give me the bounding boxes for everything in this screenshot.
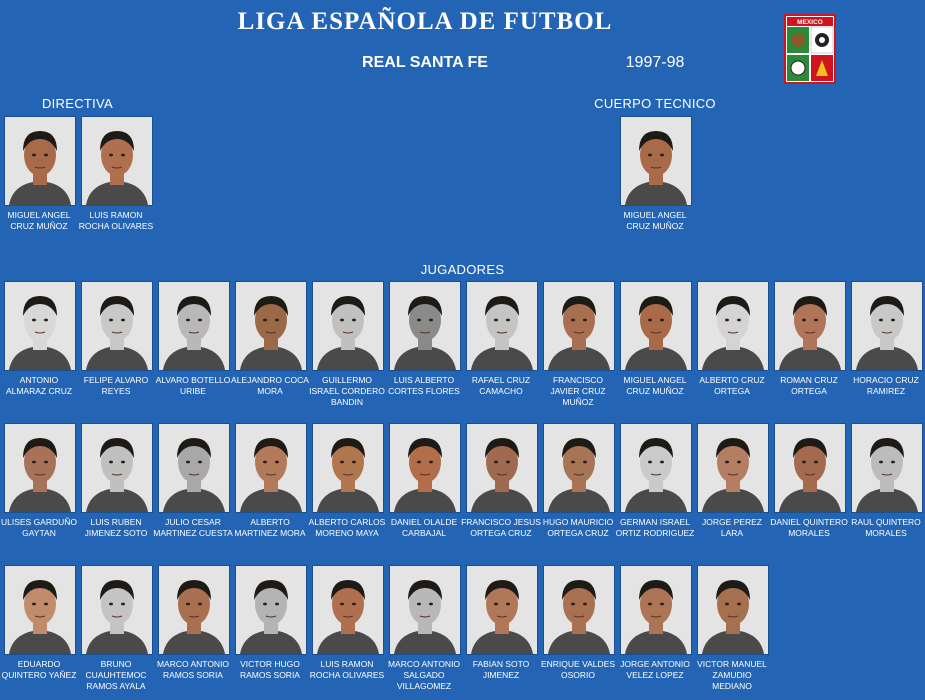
portrait-photo	[620, 281, 692, 371]
player-card[interactable]	[774, 281, 846, 397]
portrait-photo	[81, 116, 153, 206]
player-name: LUIS RUBEN JIMENEZ SOTO	[84, 517, 148, 538]
player-card[interactable]	[81, 281, 153, 397]
player-card[interactable]	[620, 281, 692, 397]
player-name: MARCO ANTONIO SALGADO VILLAGOMEZ	[387, 659, 461, 691]
player-card[interactable]	[770, 423, 848, 539]
portrait-photo	[851, 423, 923, 513]
player-card[interactable]	[466, 565, 538, 681]
portrait-photo	[620, 565, 692, 655]
player-card[interactable]	[543, 281, 615, 408]
player-card[interactable]	[81, 423, 153, 539]
player-name: LUIS RAMON ROCHA OLIVARES	[309, 659, 385, 680]
player-name: MIGUEL ANGEL CRUZ MUÑOZ	[623, 375, 687, 396]
player-name: ANTONIO ALMARAZ CRUZ	[5, 375, 73, 396]
player-card[interactable]	[389, 423, 461, 539]
player-name: DANIEL OLALDE CARBAJAL	[390, 517, 458, 538]
player-name: ALEJANDRO COCA MORA	[231, 375, 309, 396]
season-label: 1997-98	[625, 54, 685, 71]
person-name: MIGUEL ANGEL CRUZ MUÑOZ	[7, 210, 71, 231]
player-name: JORGE ANTONIO VELEZ LOPEZ	[620, 659, 690, 680]
portrait-photo	[389, 423, 461, 513]
portrait-photo	[466, 565, 538, 655]
league-title: LIGA ESPAÑOLA DE FUTBOL	[237, 8, 613, 35]
player-name: JULIO CESAR MARTINEZ CUESTA	[153, 517, 233, 538]
portrait-photo	[158, 423, 230, 513]
portrait-photo	[312, 423, 384, 513]
player-card[interactable]	[543, 423, 615, 539]
player-name: HORACIO CRUZ RAMIREZ	[853, 375, 919, 396]
mexico-crest-logo	[784, 14, 836, 84]
portrait-photo	[81, 423, 153, 513]
player-name: ROMAN CRUZ ORTEGA	[780, 375, 838, 396]
portrait-photo	[158, 565, 230, 655]
player-name: GERMAN ISRAEL ORTIZ RODRIGUEZ	[615, 517, 695, 538]
staff-card[interactable]	[4, 116, 76, 232]
portrait-photo	[4, 423, 76, 513]
portrait-photo	[4, 116, 76, 206]
portrait-photo	[389, 281, 461, 371]
portrait-photo	[851, 281, 923, 371]
player-card[interactable]	[81, 565, 153, 692]
player-card[interactable]	[231, 281, 309, 397]
player-name: ALBERTO CRUZ ORTEGA	[699, 375, 765, 396]
portrait-photo	[466, 423, 538, 513]
player-name: ULISES GARDUÑO GAYTAN	[0, 517, 78, 538]
player-name: VICTOR MANUEL ZAMUDIO MEDIANO	[697, 659, 767, 691]
portrait-photo	[158, 281, 230, 371]
portrait-photo	[235, 423, 307, 513]
player-name: RAUL QUINTERO MORALES	[851, 517, 921, 538]
player-card[interactable]	[1, 565, 77, 681]
player-name: DANIEL QUINTERO MORALES	[770, 517, 848, 538]
player-card[interactable]	[158, 565, 230, 681]
portrait-photo	[312, 281, 384, 371]
player-card[interactable]	[4, 281, 76, 397]
player-name: FABIAN SOTO JIMENEZ	[472, 659, 530, 680]
player-name: ALBERTO MARTINEZ MORA	[234, 517, 306, 538]
player-card[interactable]	[540, 565, 615, 681]
team-name: REAL SANTA FE	[362, 54, 488, 71]
player-card[interactable]	[697, 565, 769, 692]
person-name: LUIS RAMON ROCHA OLIVARES	[78, 210, 154, 231]
player-name: FELIPE ALVARO REYES	[83, 375, 149, 396]
player-card[interactable]	[851, 281, 923, 397]
section-directiva: DIRECTIVA	[41, 96, 114, 111]
player-card[interactable]	[615, 423, 695, 539]
player-name: ALVARO BOTELLO URIBE	[155, 375, 231, 396]
section-cuerpo-tecnico: CUERPO TECNICO	[594, 96, 716, 111]
player-name: BRUNO CUAUHTEMOC RAMOS AYALA	[85, 659, 147, 691]
player-card[interactable]	[0, 423, 78, 539]
portrait-photo	[774, 281, 846, 371]
player-name: HUGO MAURICIO ORTEGA CRUZ	[542, 517, 614, 538]
player-name: LUIS ALBERTO CORTES FLORES	[388, 375, 460, 396]
coach-card[interactable]	[620, 116, 692, 232]
player-card[interactable]	[235, 565, 307, 681]
player-name: EDUARDO QUINTERO YAÑEZ	[1, 659, 77, 680]
portrait-photo	[81, 281, 153, 371]
portrait-photo	[389, 565, 461, 655]
player-name: VICTOR HUGO RAMOS SORIA	[240, 659, 300, 680]
portrait-photo	[543, 423, 615, 513]
portrait-photo	[697, 423, 769, 513]
player-card[interactable]	[153, 423, 233, 539]
portrait-photo	[81, 565, 153, 655]
player-card[interactable]	[155, 281, 231, 397]
player-card[interactable]	[308, 423, 386, 539]
player-card[interactable]	[389, 281, 461, 397]
portrait-photo	[697, 565, 769, 655]
portrait-photo	[235, 281, 307, 371]
person-name: MIGUEL ANGEL CRUZ MUÑOZ	[623, 210, 687, 231]
player-card[interactable]	[620, 565, 692, 681]
player-name: ENRIQUE VALDES OSORIO	[540, 659, 615, 680]
player-card[interactable]	[697, 281, 769, 397]
portrait-photo	[312, 565, 384, 655]
player-card[interactable]	[466, 281, 538, 397]
portrait-photo	[543, 281, 615, 371]
player-card[interactable]	[697, 423, 769, 539]
player-name: FRANCISCO JAVIER CRUZ MUÑOZ	[550, 375, 606, 407]
portrait-photo	[4, 281, 76, 371]
player-name: MARCO ANTONIO RAMOS SORIA	[156, 659, 230, 680]
portrait-photo	[774, 423, 846, 513]
crest-text: MEXICO	[797, 19, 823, 26]
portrait-photo	[697, 281, 769, 371]
portrait-photo	[235, 565, 307, 655]
player-card[interactable]	[309, 281, 385, 408]
player-name: JORGE PEREZ LARA	[702, 517, 762, 538]
portrait-photo	[4, 565, 76, 655]
section-jugadores: JUGADORES	[420, 262, 505, 277]
player-card[interactable]	[235, 423, 307, 539]
player-card[interactable]	[461, 423, 541, 539]
player-name: FRANCISCO JESUS ORTEGA CRUZ	[461, 517, 541, 538]
portrait-photo	[543, 565, 615, 655]
player-name: ALBERTO CARLOS MORENO MAYA	[308, 517, 386, 538]
portrait-photo	[620, 116, 692, 206]
player-name: GUILLERMO ISRAEL CORDERO BANDIN	[309, 375, 385, 407]
player-card[interactable]	[389, 565, 461, 692]
player-card[interactable]	[309, 565, 385, 681]
player-card[interactable]	[851, 423, 923, 539]
portrait-photo	[466, 281, 538, 371]
portrait-photo	[620, 423, 692, 513]
player-name: RAFAEL CRUZ CAMACHO	[471, 375, 531, 396]
staff-card[interactable]	[78, 116, 154, 232]
